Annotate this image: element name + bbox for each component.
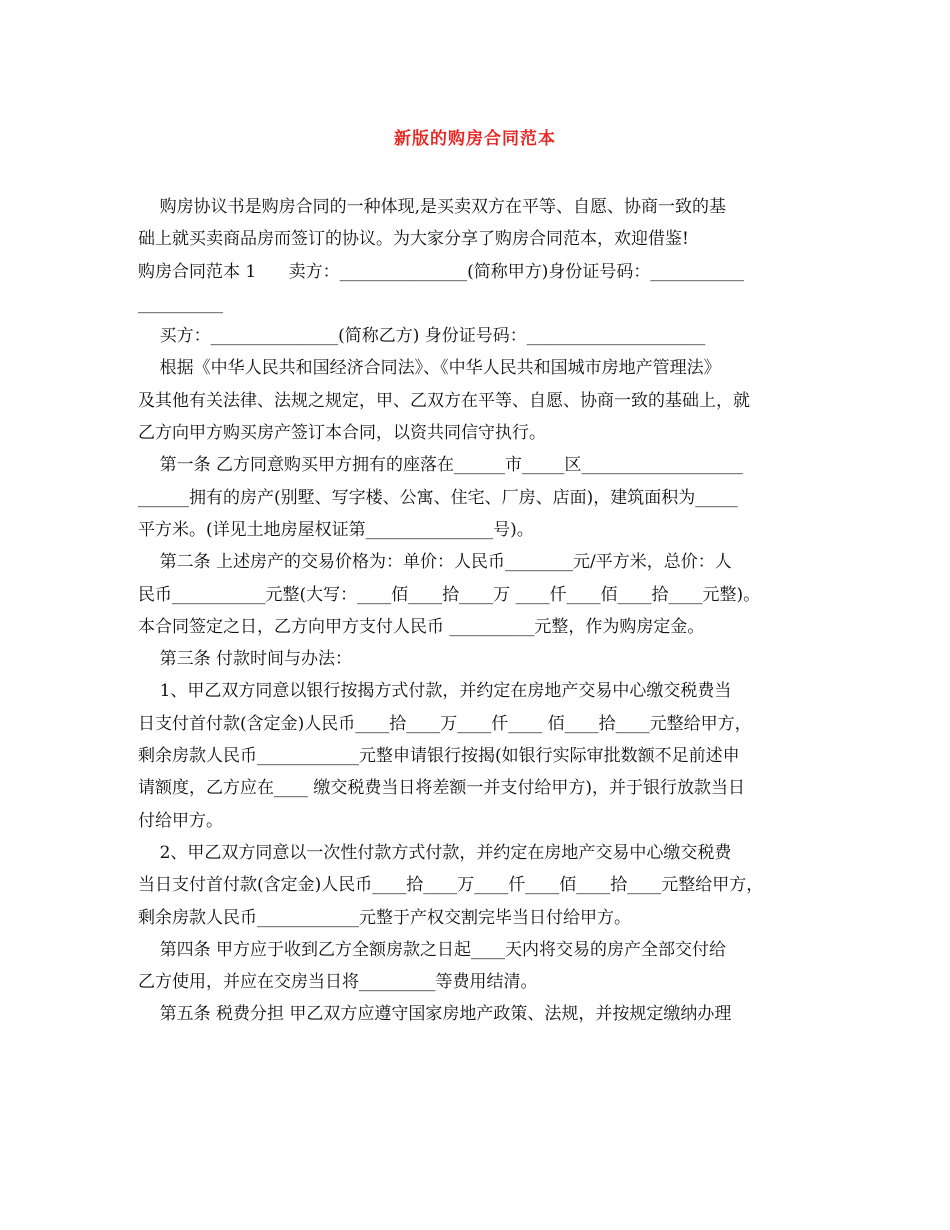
text-line: 乙方向甲方购买房产签订本合同，以资共同信守执行。 xyxy=(138,423,546,444)
text-line: 购房协议书是购房合同的一种体现,是买卖双方在平等、自愿、协商一致的基 xyxy=(138,197,727,217)
text-line: 平方米。(详见土地房屋权证第_______________号)。 xyxy=(138,519,534,540)
text-line: 日支付首付款(含定金)人民币____拾____万____仟____ 佰____拾____元整给甲方， xyxy=(138,713,752,734)
text-line: 2、甲乙双方同意以一次性付款方式付款，并约定在房地产交易中心缴交税费 xyxy=(138,842,732,863)
text-line: 1、甲乙双方同意以银行按揭方式付款，并约定在房地产交易中心缴交税费当 xyxy=(138,681,732,702)
text-line: 第一条 乙方同意购买甲方拥有的座落在______市_____区___________________ xyxy=(138,455,744,476)
text-line: 本合同签定之日，乙方向甲方支付人民币 __________元整，作为购房定金。 xyxy=(138,616,705,637)
text-line: 第四条 甲方应于收到乙方全额房款之日起____天内将交易的房产全部交付给 xyxy=(138,939,727,960)
text-line: 购房合同范本 1 卖方：_______________(简称甲方)身份证号码：___________ xyxy=(138,261,744,282)
text-line: 第二条 上述房产的交易价格为：单价：人民币________元/平方米，总价：人 xyxy=(138,552,732,573)
text-line: 付给甲方。 xyxy=(138,810,223,831)
text-line: 剩余房款人民币____________元整申请银行按揭(如银行实际审批数额不足前述申 xyxy=(138,746,740,767)
text-line: 买方：_______________(简称乙方) 身份证号码：_____________________ xyxy=(138,326,706,347)
document-body xyxy=(138,191,814,1031)
text-line: 础上就买卖商品房而签订的协议。为大家分享了购房合同范本，欢迎借鉴! xyxy=(138,229,689,250)
text-line: ______拥有的房产(别墅、写字楼、公寓、住宅、厂房、店面)，建筑面积为_____ xyxy=(138,487,738,508)
text-line: 剩余房款人民币____________元整于产权交割完毕当日付给甲方。 xyxy=(138,907,631,928)
document-title: 新版的购房合同范本 xyxy=(394,129,556,149)
text-line: 请额度，乙方应在____ 缴交税费当日将差额一并支付给甲方)，并于银行放款当日 xyxy=(138,778,746,799)
text-line: 当日支付首付款(含定金)人民币____拾____万____仟____佰____拾____元整给甲方， xyxy=(138,875,764,896)
text-line: 及其他有关法律、法规之规定，甲、乙双方在平等、自愿、协商一致的基础上，就 xyxy=(138,390,750,411)
text-line: 第五条 税费分担 甲乙双方应遵守国家房地产政策、法规，并按规定缴纳办理 xyxy=(138,1004,732,1025)
text-line: 第三条 付款时间与办法： xyxy=(138,649,353,670)
text-line: 乙方使用，并应在交房当日将_________等费用结清。 xyxy=(138,972,538,993)
text-line: __________ xyxy=(138,293,223,314)
text-line: 民币___________元整(大写：____佰____拾____万 ____仟____佰____拾____元整)。 xyxy=(138,584,761,605)
text-line: 根据《中华人民共和国经济合同法》、《中华人民共和国城市房地产管理法》 xyxy=(138,358,721,379)
